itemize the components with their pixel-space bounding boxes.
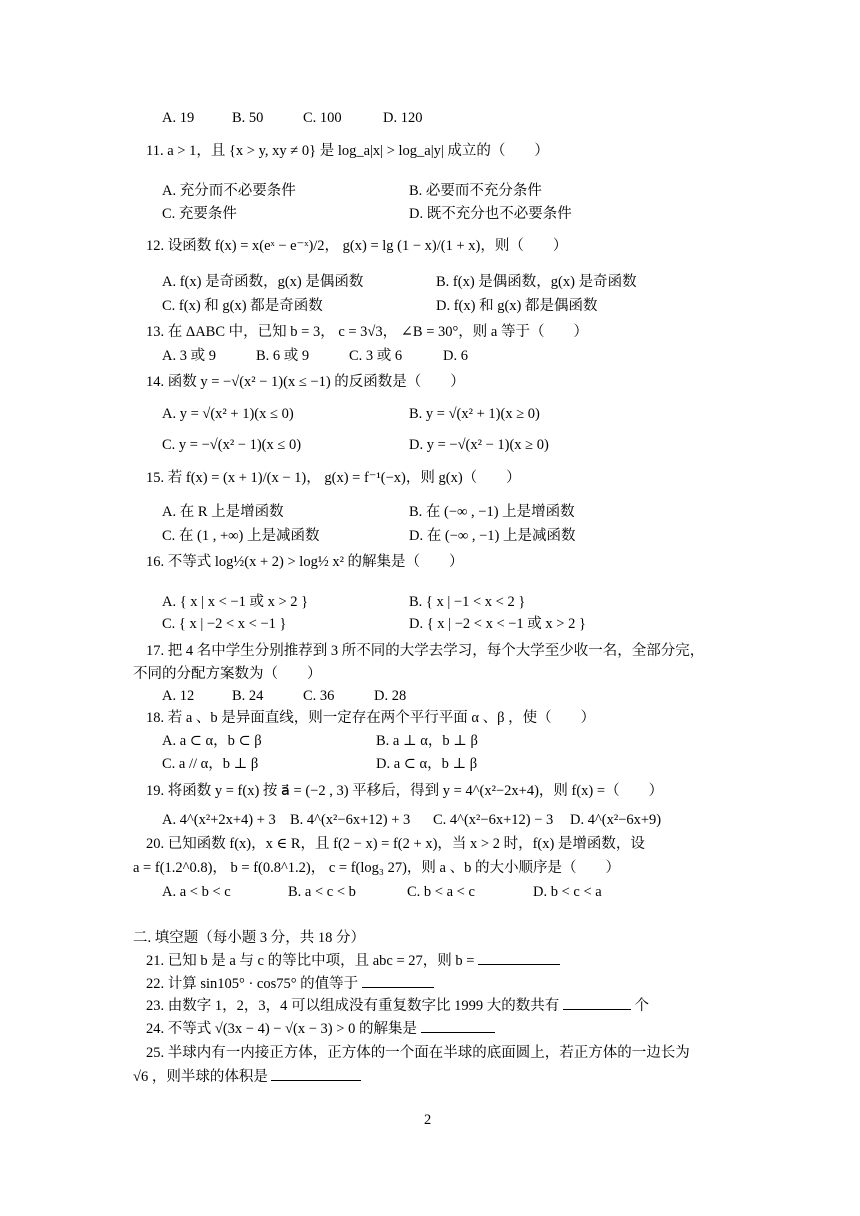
q17-option-a: A. 12 [162, 688, 195, 704]
q14-option-d: D. y = −√(x² − 1)(x ≥ 0) [409, 437, 549, 453]
question-16: 16. 不等式 log½(x + 2) > log½ x² 的解集是（ ） [146, 554, 464, 570]
question-17: 17. 把 4 名中学生分别推荐到 3 所不同的大学去学习，每个大学至少收一名，全部分完， [146, 643, 705, 659]
question-25: 25. 半球内有一内接正方体，正方体的一个面在半球的底面圆上，若正方体的一边长为 [146, 1045, 690, 1061]
q11-option-a: A. 充分而不必要条件 [162, 183, 296, 199]
question-22 [146, 973, 434, 994]
q20-option-b: B. a < c < b [288, 884, 356, 900]
question-12: 12. 设函数 f(x) = x(eˣ − e⁻ˣ)/2， g(x) = lg (1 − x)/(1 + x)，则（ ） [146, 238, 568, 254]
question-25-text2: √6 ，则半球的体积是 [133, 1069, 268, 1085]
question-25-cont [133, 1066, 361, 1087]
answer-blank-24[interactable] [421, 1018, 495, 1033]
question-21 [146, 950, 560, 971]
q20-option-d: D. b < c < a [533, 884, 602, 900]
q16-option-a: A. { x | x < −1 或 x > 2 } [162, 594, 309, 610]
q19-option-a: A. 4^(x²+2x+4) + 3 [162, 812, 276, 828]
question-23 [146, 995, 649, 1016]
question-17-cont: 不同的分配方案数为（ ） [133, 666, 322, 682]
q15-option-a: A. 在 R 上是增函数 [162, 504, 284, 520]
q20-option-a: A. a < b < c [162, 884, 231, 900]
q20-option-c: C. b < a < c [407, 884, 475, 900]
question-22-text: 22. 计算 sin105° · cos75° 的值等于 [146, 976, 359, 992]
q16-option-b: B. { x | −1 < x < 2 } [409, 594, 526, 610]
answer-blank-23[interactable] [563, 995, 631, 1010]
q11-option-d: D. 既不充分也不必要条件 [409, 206, 572, 222]
question-24 [146, 1018, 495, 1039]
question-18: 18. 若 a 、b 是异面直线，则一定存在两个平行平面 α 、β ，使（ ） [146, 710, 596, 726]
q17-option-b: B. 24 [232, 688, 264, 704]
answer-blank-21[interactable] [478, 950, 560, 965]
q18-option-a: A. a ⊂ α，b ⊂ β [162, 733, 262, 749]
q12-option-c: C. f(x) 和 g(x) 都是奇函数 [162, 298, 323, 314]
q10-option-b: B. 50 [232, 110, 264, 126]
q13-option-d: D. 6 [443, 348, 468, 364]
question-15: 15. 若 f(x) = (x + 1)/(x − 1)， g(x) = f⁻¹(−x)，则 g(x)（ ） [146, 470, 521, 486]
q10-option-a: A. 19 [162, 110, 195, 126]
question-11: 11. a > 1，且 {x > y, xy ≠ 0} 是 log_a|x| > log_a|y| 成立的（ ） [146, 143, 549, 159]
q11-option-b: B. 必要而不充分条件 [409, 183, 542, 199]
q13-option-c: C. 3 或 6 [349, 348, 403, 364]
q19-option-b: B. 4^(x²−6x+12) + 3 [290, 812, 411, 828]
q12-option-a: A. f(x) 是奇函数，g(x) 是偶函数 [162, 274, 364, 290]
q16-option-c: C. { x | −2 < x < −1 } [162, 616, 287, 632]
q17-option-d: D. 28 [374, 688, 407, 704]
q18-option-d: D. a ⊂ α，b ⊥ β [376, 756, 478, 772]
q15-option-c: C. 在 (1 , +∞) 上是减函数 [162, 528, 320, 544]
question-20-cont: a = f(1.2^0.8)， b = f(0.8^1.2)， c = f(log₃ 27)，则 a 、b 的大小顺序是（ ） [133, 860, 620, 876]
q14-option-b: B. y = √(x² + 1)(x ≥ 0) [409, 406, 540, 422]
q15-option-b: B. 在 (−∞ , −1) 上是增函数 [409, 504, 575, 520]
q14-option-c: C. y = −√(x² − 1)(x ≤ 0) [162, 437, 302, 453]
q10-option-c: C. 100 [303, 110, 342, 126]
question-13: 13. 在 ΔABC 中，已知 b = 3， c = 3√3， ∠B = 30°，则 a 等于（ ） [146, 324, 588, 340]
q18-option-b: B. a ⊥ α，b ⊥ β [376, 733, 478, 749]
q19-option-d: D. 4^(x²−6x+9) [570, 812, 662, 828]
q15-option-d: D. 在 (−∞ , −1) 上是减函数 [409, 528, 576, 544]
q12-option-d: D. f(x) 和 g(x) 都是偶函数 [436, 298, 598, 314]
q16-option-d: D. { x | −2 < x < −1 或 x > 2 } [409, 616, 586, 632]
q11-option-c: C. 充要条件 [162, 206, 237, 222]
question-19: 19. 将函数 y = f(x) 按 a⃗ = (−2 , 3) 平移后，得到 y = 4^(x²−2x+4)，则 f(x) =（ ） [146, 783, 664, 799]
q17-option-c: C. 36 [303, 688, 335, 704]
q13-option-a: A. 3 或 9 [162, 348, 216, 364]
q14-option-a: A. y = √(x² + 1)(x ≤ 0) [162, 406, 294, 422]
q18-option-c: C. a // α，b ⊥ β [162, 756, 259, 772]
answer-blank-22[interactable] [362, 973, 434, 988]
question-23-suffix: 个 [634, 998, 649, 1014]
question-20: 20. 已知函数 f(x)，x ∈ R，且 f(2 − x) = f(2 + x)，当 x > 2 时，f(x) 是增函数，设 [146, 836, 645, 852]
q12-option-b: B. f(x) 是偶函数，g(x) 是奇函数 [436, 274, 637, 290]
section-2-title: 二. 填空题（每小题 3 分，共 18 分） [133, 930, 365, 946]
question-21-text: 21. 已知 b 是 a 与 c 的等比中项，且 abc = 27，则 b = [146, 953, 475, 969]
question-14: 14. 函数 y = −√(x² − 1)(x ≤ −1) 的反函数是（ ） [146, 374, 465, 390]
q13-option-b: B. 6 或 9 [256, 348, 310, 364]
answer-blank-25[interactable] [271, 1066, 361, 1081]
question-24-text: 24. 不等式 √(3x − 4) − √(x − 3) > 0 的解集是 [146, 1021, 417, 1037]
page-number: 2 [424, 1112, 432, 1128]
q10-option-d: D. 120 [383, 110, 423, 126]
question-23-text: 23. 由数字 1，2，3，4 可以组成没有重复数字比 1999 大的数共有 [146, 998, 560, 1014]
q19-option-c: C. 4^(x²−6x+12) − 3 [433, 812, 554, 828]
